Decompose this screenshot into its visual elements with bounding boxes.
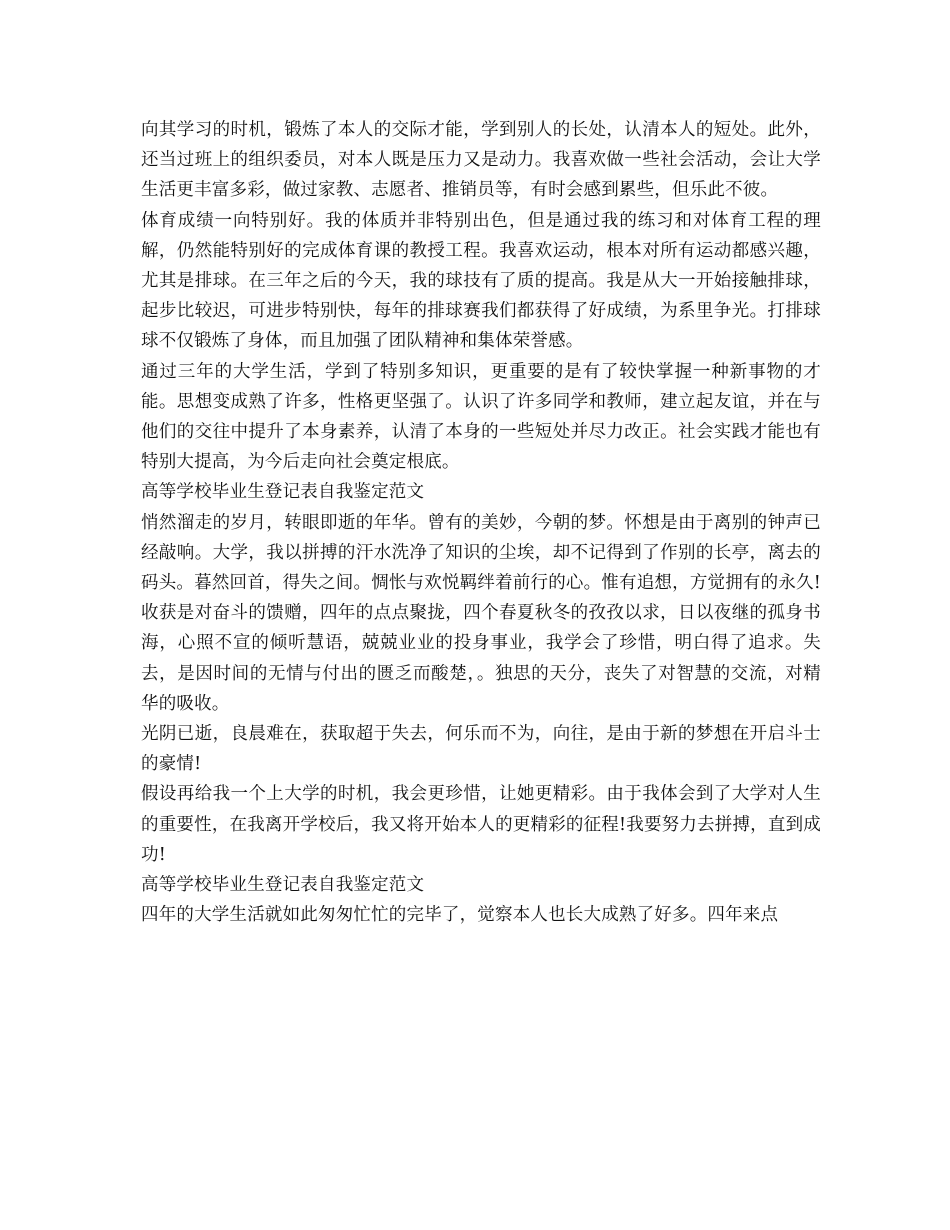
paragraph-social-activities: 向其学习的时机，锻炼了本人的交际才能，学到别人的长处，认清本人的短处。此外，还当过班上的组织委员，对本人既是压力又是动力。我喜欢做一些社会活动，会让大学生活更丰富多彩，做过家教、志愿者、推销员等，有时会感到累些，但乐此不彼。 — [141, 120, 821, 201]
section-heading: 高等学校毕业生登记表自我鉴定范文 — [141, 875, 425, 896]
paragraph-sports: 体育成绩一向特别好。我的体质并非特别出色，但是通过我的练习和对体育工程的理解，仍然能特别好的完成体育课的教授工程。我喜欢运动，根本对所有运动都感兴趣，尤其是排球。在三年之后的今天，我的球技有了质的提高。我是从大一开始接触排球，起步比较迟，可进步特别快，每年的排球赛我们都获得了好成绩，为系里争光。打排球球不仅锻炼了身体，而且加强了团队精神和集体荣誉感。 — [141, 210, 821, 352]
paragraph-time-passed: 光阴已逝，良晨难在，获取超于失去，何乐而不为，向往，是由于新的梦想在开启斗士的豪情! — [141, 724, 821, 775]
paragraph-three-years: 通过三年的大学生活，学到了特别多知识，更重要的是有了较快掌握一种新事物的才能。思想变成熟了许多，性格更坚强了。认识了许多同学和教师，建立起友谊，并在与他们的交往中提升了本身素养，认清了本身的一些短处并尽力改正。社会实践才能也有特别大提高，为今后走向社会奠定根底。 — [141, 361, 821, 473]
paragraph-four-years: 四年的大学生活就如此匆匆忙忙的完毕了，觉察本人也长大成熟了好多。四年来点 — [141, 905, 779, 926]
document-body — [141, 115, 821, 930]
section-heading: 高等学校毕业生登记表自我鉴定范文 — [141, 482, 425, 503]
paragraph-another-chance: 假设再给我一个上大学的时机，我会更珍惜，让她更精彩。由于我体会到了大学对人生的重要性，在我离开学校后，我又将开始本人的更精彩的征程!我要努力去拼搏，直到成功! — [141, 784, 821, 865]
paragraph-reflection: 悄然溜走的岁月，转眼即逝的年华。曾有的美妙，今朝的梦。怀想是由于离别的钟声已经敲响。大学，我以拼搏的汗水洗净了知识的尘埃，却不记得到了作别的长亭，离去的码头。暮然回首，得失之间。惆怅与欢悦羁绊着前行的心。惟有追想，方觉拥有的永久!收获是对奋斗的馈赠，四年的点点聚拢，四个春夏秋冬的孜孜以求，日以夜继的孤身书海，心照不宣的倾听慧语，兢兢业业的投身事业，我学会了珍惜，明白得了追求。失去，是因时间的无情与付出的匮乏而酸楚，。独思的天分，丧失了对智慧的交流，对精华的吸收。 — [141, 512, 821, 714]
